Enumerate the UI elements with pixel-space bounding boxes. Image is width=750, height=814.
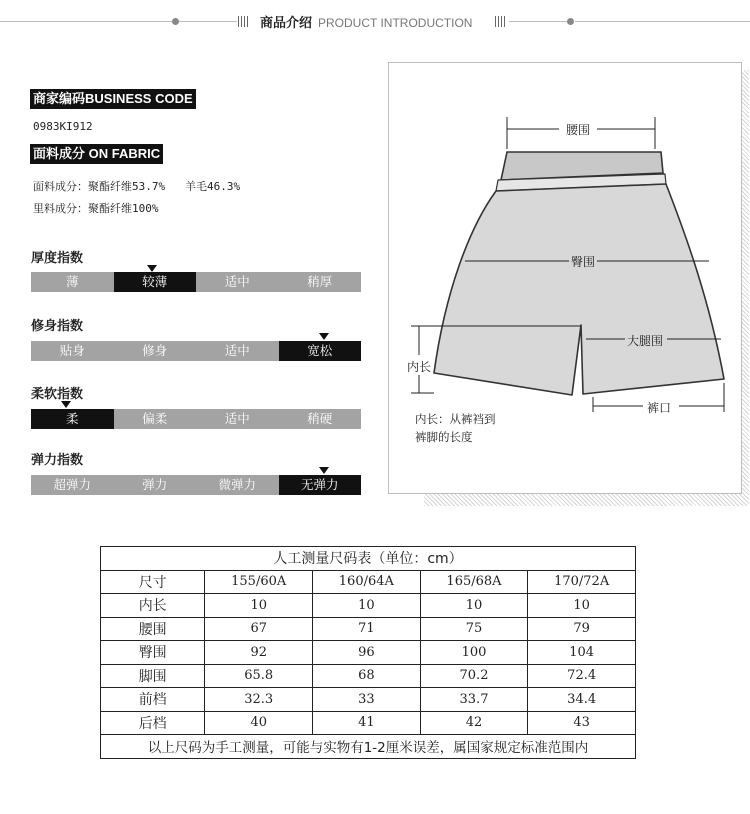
elasticity-option: 弹力 [142,477,168,492]
size-table-header-cell: 155/60A [205,570,313,594]
header-title-en: PRODUCT INTRODUCTION [318,16,473,30]
elasticity-option: 微弹力 [218,477,256,492]
table-cell: 96 [313,641,421,665]
thickness-marker [147,265,157,272]
thickness-option: 稍厚 [307,274,333,289]
softness-option: 适中 [224,411,250,426]
fabric-line-2 [33,200,159,216]
inseam-note-2: 裤脚的长度 [415,430,473,444]
table-cell: 33.7 [420,688,528,712]
header-title-cn: 商品介绍 [260,16,313,31]
table-row [101,664,636,688]
header-bars-right [495,16,507,27]
fabric-line-1-key: 面料成分： [33,180,88,193]
inseam-note-1: 内长：从裤裆到 [415,412,496,426]
fit-title: 修身指数 [31,319,84,334]
thickness-option-selected: 较薄 [114,272,197,292]
size-table-header-cell: 165/68A [420,570,528,594]
table-row-label: 腰围 [101,617,205,641]
table-cell: 75 [420,617,528,641]
business-code-label: 商家编码BUSINESS CODE [30,89,196,109]
elasticity-marker [319,467,329,474]
table-cell: 70.2 [420,664,528,688]
fabric-label: 面料成分 ON FABRIC [30,144,163,164]
table-cell: 40 [205,711,313,735]
header-dot-right [567,18,574,25]
thickness-scale [31,272,361,292]
table-cell: 104 [528,641,636,665]
header-rule-right-inner [509,21,567,22]
table-cell: 43 [528,711,636,735]
size-table-header-cell: 尺寸 [101,570,205,594]
size-table-header-cell: 160/64A [313,570,421,594]
softness-option: 稍硬 [307,411,333,426]
table-row [101,641,636,665]
table-cell: 92 [205,641,313,665]
table-row [101,617,636,641]
header-dot-left [172,18,179,25]
fit-option: 修身 [142,343,168,358]
shorts-diagram [388,62,742,494]
size-table-footer-row [101,735,636,759]
softness-scale [31,409,361,429]
size-table-title: 人工测量尺码表（单位：cm） [101,547,636,571]
thickness-option: 适中 [224,274,250,289]
table-row-label: 内长 [101,594,205,618]
table-cell: 100 [420,641,528,665]
thigh-label: 大腿围 [627,334,664,348]
size-table-header-cell: 170/72A [528,570,636,594]
table-row-label: 后档 [101,711,205,735]
table-cell: 10 [205,594,313,618]
table-row [101,594,636,618]
softness-option-selected: 柔 [31,409,114,429]
fabric-line-2-key: 里料成分： [33,202,88,215]
size-table-title-row [101,547,636,571]
inseam-label: 内长 [407,360,432,374]
table-row-label: 臀围 [101,641,205,665]
table-cell: 79 [528,617,636,641]
header-rule-left [0,21,172,22]
table-cell: 67 [205,617,313,641]
business-code-value: 0983KI912 [33,120,93,133]
table-cell: 10 [420,594,528,618]
elasticity-option-selected: 无弹力 [279,475,362,495]
table-row-label: 前档 [101,688,205,712]
softness-title: 柔软指数 [31,387,84,402]
size-table-header-row [101,570,636,594]
size-table-footer: 以上尺码为手工测量，可能与实物有1-2厘米误差，属国家规定标准范围内 [101,735,636,759]
table-cell: 10 [313,594,421,618]
fabric-line-1 [33,178,240,194]
fabric-line-1-value: 聚酯纤维53.7% 羊毛46.3% [88,180,241,193]
elasticity-scale [31,475,361,495]
hip-label: 臀围 [571,255,596,269]
table-cell: 65.8 [205,664,313,688]
table-cell: 10 [528,594,636,618]
fit-option: 贴身 [59,343,85,358]
table-cell: 72.4 [528,664,636,688]
leg-opening-label: 裤口 [647,401,672,415]
softness-marker [61,401,71,408]
waist-label: 腰围 [566,123,591,137]
table-row [101,711,636,735]
table-cell: 32.3 [205,688,313,712]
fit-scale [31,341,361,361]
table-row-label: 脚围 [101,664,205,688]
table-row [101,688,636,712]
fit-marker [319,333,329,340]
table-cell: 71 [313,617,421,641]
header-bars-left [238,16,250,27]
elasticity-option: 超弹力 [53,477,91,492]
table-cell: 33 [313,688,421,712]
elasticity-title: 弹力指数 [31,453,84,468]
size-table [100,546,636,759]
thickness-option: 薄 [65,274,79,289]
fit-option-selected: 宽松 [279,341,362,361]
softness-option: 偏柔 [142,411,168,426]
table-cell: 34.4 [528,688,636,712]
table-cell: 41 [313,711,421,735]
header-title [260,12,472,31]
fabric-line-2-value: 聚酯纤维100% [88,202,159,215]
table-cell: 42 [420,711,528,735]
header-rule-right [575,21,750,22]
fit-option: 适中 [224,343,250,358]
header-rule-left-inner [179,21,237,22]
thickness-title: 厚度指数 [31,251,84,266]
table-cell: 68 [313,664,421,688]
